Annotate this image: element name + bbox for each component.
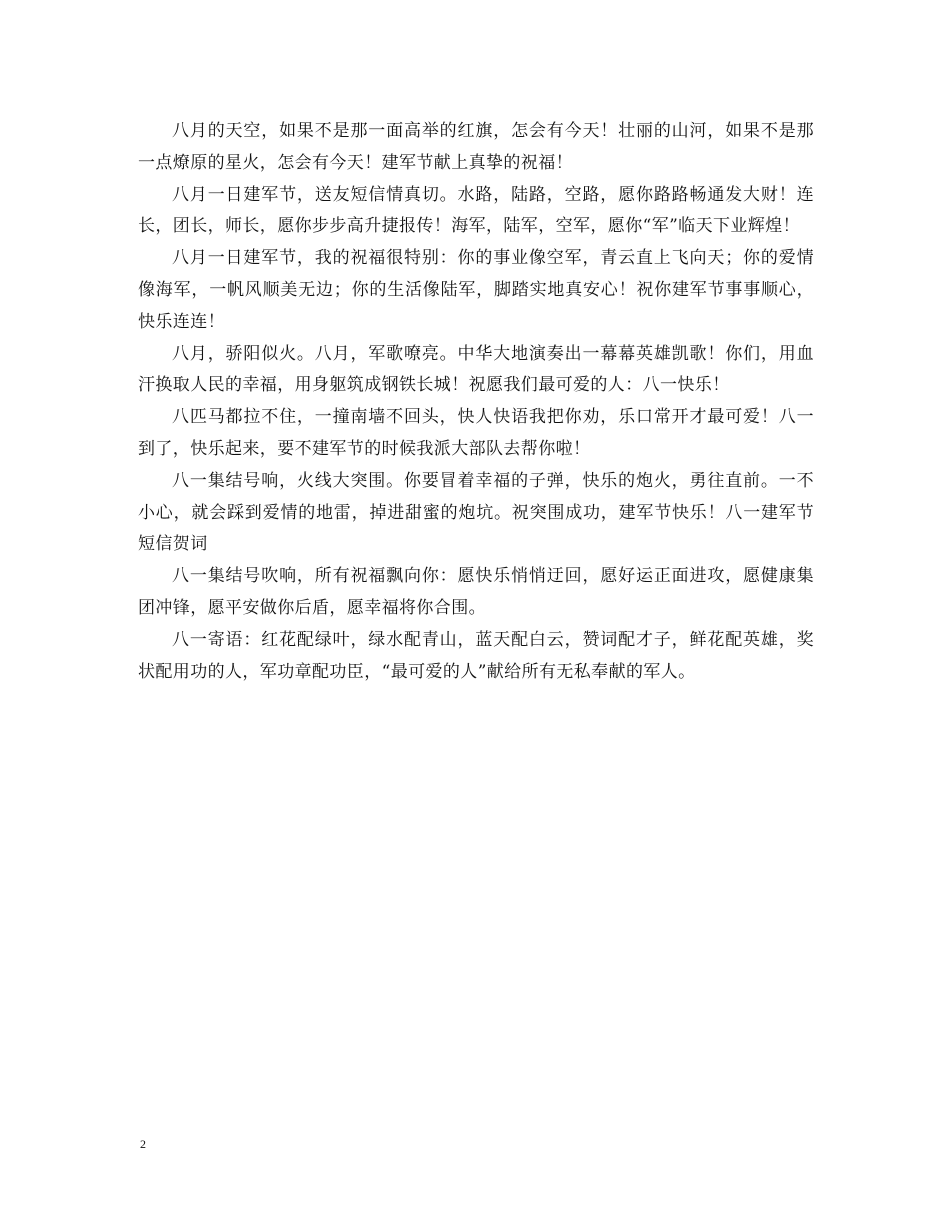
paragraph: 八匹马都拉不住，一撞南墙不回头，快人快语我把你劝，乐口常开才最可爱！八一到了，快乐起来，要不建军节的时候我派大部队去帮你啦！ [138, 407, 814, 459]
paragraph: 八月一日建军节，送友短信情真切。水路，陆路，空路，愿你路路畅通发大财！连长，团长，师长，愿你步步高升捷报传！海军，陆军，空军，愿你“军”临天下业辉煌！ [138, 184, 814, 237]
paragraph: 八月，骄阳似火。八月，军歌嘹亮。中华大地演奏出一幕幕英雄凯歌！你们，用血汗换取人民的幸福，用身躯筑成钢铁长城！祝愿我们最可爱的人：八一快乐！ [138, 343, 814, 396]
paragraph: 八月的天空，如果不是那一面高举的红旗，怎会有今天！壮丽的山河，如果不是那一点燎原的星火，怎会有今天！建军节献上真挚的祝福！ [138, 121, 814, 173]
document-body [138, 116, 814, 688]
paragraph: 八一寄语：红花配绿叶，绿水配青山，蓝天配白云，赞词配才子，鲜花配英雄，奖状配用功的人，军功章配功臣，“最可爱的人”献给所有无私奉献的军人。 [138, 629, 814, 682]
paragraph: 八月一日建军节，我的祝福很特别：你的事业像空军，青云直上飞向天；你的爱情像海军，一帆风顺美无边；你的生活像陆军，脚踏实地真安心！祝你建军节事事顺心，快乐连连！ [138, 248, 814, 332]
paragraph: 八一集结号响，火线大突围。你要冒着幸福的子弹，快乐的炮火，勇往直前。一不小心，就会踩到爱情的地雷，掉进甜蜜的炮坑。祝突围成功，建军节快乐！八一建军节短信贺词 [138, 470, 814, 555]
page-number: 2 [140, 1137, 146, 1151]
paragraph: 八一集结号吹响，所有祝福飘向你：愿快乐悄悄迂回，愿好运正面进攻，愿健康集团冲锋，愿平安做你后盾，愿幸福将你合围。 [138, 566, 814, 618]
